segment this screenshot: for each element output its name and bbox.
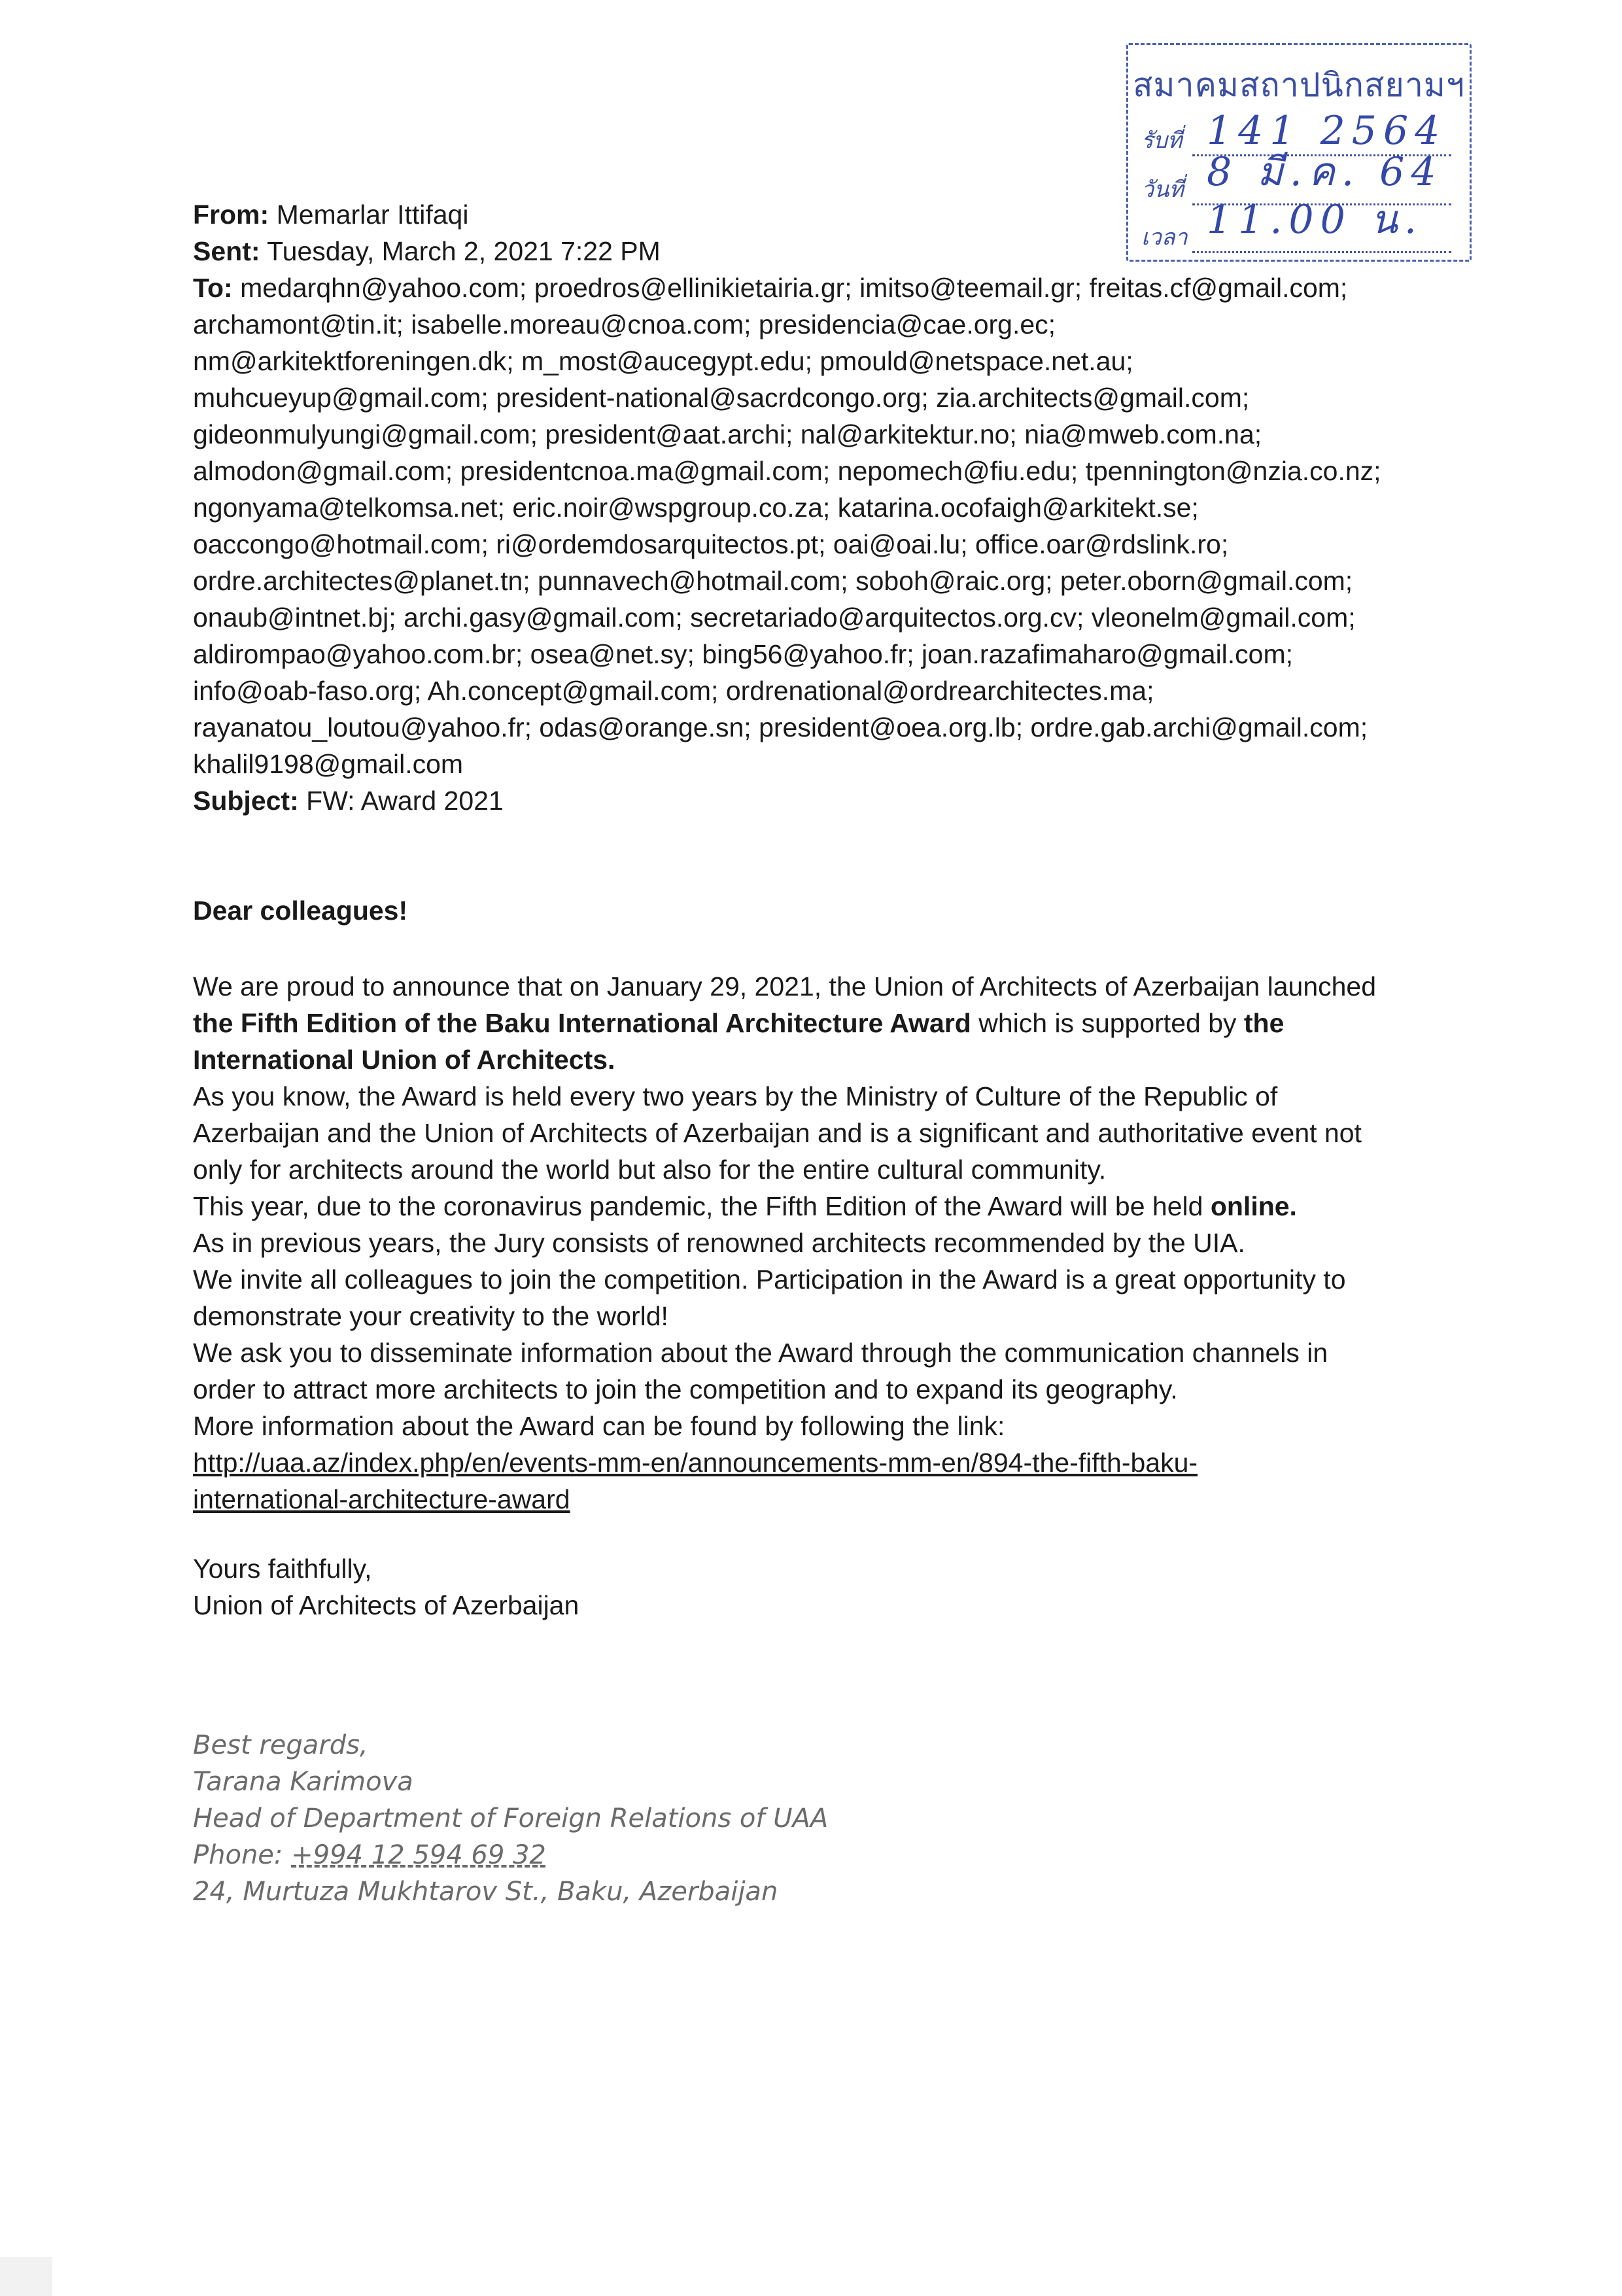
greeting-text: Dear colleagues!	[193, 896, 408, 926]
signature-line: Best regards,	[193, 1730, 368, 1760]
award-title: the Fifth Edition of the Baku International Architecture Award	[193, 1008, 971, 1038]
body-line: More information about the Award can be found by following the link:	[193, 1411, 1005, 1441]
from-label: From:	[193, 200, 269, 230]
signature-phone-line	[193, 1837, 828, 1873]
body-line: We invite all colleagues to join the competition. Participation in the Award is a great opportunity to	[193, 1264, 1346, 1295]
to-recipients-line: oaccongo@hotmail.com; ri@ordemdosarquitectos.pt; oai@oai.lu; office.oar@rdslink.ro;	[193, 529, 1229, 559]
stamp-title: สมาคมสถาปนิกสยามฯ	[1133, 66, 1465, 104]
body-line	[193, 1188, 1436, 1225]
body-line: Azerbaijan and the Union of Architects of Azerbaijan and is a significant and authoritative event not	[193, 1118, 1362, 1148]
subject-line	[193, 782, 1436, 819]
closing	[193, 1550, 1436, 1624]
subject-value: FW: Award 2021	[306, 786, 504, 816]
to-recipients-line: gideonmulyungi@gmail.com; president@aat.archi; nal@arkitektur.no; nia@mweb.com.na;	[193, 419, 1262, 449]
to-recipients-line: aldirompao@yahoo.com.br; osea@net.sy; bing56@yahoo.fr; joan.razafimaharo@gmail.com;	[193, 639, 1294, 669]
to-label: To:	[193, 273, 233, 303]
body-line: We are proud to announce that on January 29, 2021, the Union of Architects of Azerbaijan launched	[193, 971, 1377, 1001]
stamp-date-label: วันที่	[1141, 177, 1184, 203]
body-line: As you know, the Award is held every two years by the Ministry of Culture of the Republic of	[193, 1081, 1278, 1111]
sent-line	[193, 233, 1436, 270]
closing-line: Union of Architects of Azerbaijan	[193, 1590, 579, 1620]
stamp-time-label: เวลา	[1141, 224, 1188, 251]
award-link[interactable]: http://uaa.az/index.php/en/events-mm-en/announcements-mm-en/894-the-fifth-baku-	[193, 1448, 1198, 1478]
to-recipients-line: medarqhn@yahoo.com; proedros@ellinikietairia.gr; imitso@teemail.gr; freitas.cf@gmail.com;	[240, 273, 1348, 303]
to-recipients-line: rayanatou_loutou@yahoo.fr; odas@orange.sn; president@oea.org.lb; ordre.gab.archi@gmail.com;	[193, 712, 1368, 742]
stamp-time-value: 11.00 น.	[1207, 197, 1423, 243]
sent-value: Tuesday, March 2, 2021 7:22 PM	[267, 236, 661, 266]
body-line: As in previous years, the Jury consists of renowned architects recommended by the UIA.	[193, 1228, 1245, 1258]
scan-edge-mark	[0, 2257, 52, 2296]
body-text-bold: online.	[1210, 1191, 1297, 1221]
to-recipients-line: info@oab-faso.org; Ah.concept@gmail.com; ordrenational@ordrearchitectes.ma;	[193, 676, 1154, 706]
subject-label: Subject:	[193, 786, 299, 816]
award-link[interactable]: international-architecture-award	[193, 1484, 570, 1514]
to-recipients-line: onaub@intnet.bj; archi.gasy@gmail.com; secretariado@arquitectos.org.cv; vleonelm@gmail.com;	[193, 602, 1356, 633]
signature-block	[193, 1727, 828, 1910]
body-line: order to attract more architects to join the competition and to expand its geography.	[193, 1374, 1178, 1404]
to-recipients-line: ordre.architectes@planet.tn; punnavech@hotmail.com; soboh@raic.org; peter.oborn@gmail.com;	[193, 566, 1353, 596]
greeting	[193, 892, 1436, 929]
body-line: International Union of Architects.	[193, 1045, 615, 1075]
body-line: We ask you to disseminate information about the Award through the communication channels in	[193, 1338, 1328, 1368]
to-recipients-line: ngonyama@telkomsa.net; eric.noir@wspgroup.co.za; katarina.ocofaigh@arkitekt.se;	[193, 493, 1199, 523]
to-recipients-line: muhcueyup@gmail.com; president-national@sacrdcongo.org; zia.architects@gmail.com;	[193, 383, 1250, 413]
award-link-line[interactable]	[193, 1481, 1436, 1518]
stamp-receipt-label: รับที่	[1141, 128, 1182, 154]
to-recipients-line: archamont@tin.it; isabelle.moreau@cnoa.com; presidencia@cae.org.ec;	[193, 309, 1056, 339]
body-text: which is supported by	[971, 1008, 1244, 1038]
signature-name: Tarana Karimova	[193, 1767, 413, 1797]
body-line: demonstrate your creativity to the world!	[193, 1301, 668, 1331]
award-link-line[interactable]	[193, 1444, 1436, 1481]
to-recipients-line: nm@arkitektforeningen.dk; m_most@aucegypt.edu; pmould@netspace.net.au;	[193, 346, 1133, 376]
sent-label: Sent:	[193, 236, 260, 266]
stamp-date-value: 8 มี.ค. 64	[1207, 149, 1443, 195]
closing-line: Yours faithfully,	[193, 1554, 372, 1584]
body-text-bold: the	[1243, 1008, 1285, 1038]
signature-title: Head of Department of Foreign Relations of UAA	[193, 1803, 829, 1834]
to-line	[193, 270, 1436, 306]
to-recipients-line: khalil9198@gmail.com	[193, 749, 464, 779]
phone-number[interactable]: +994 12 594 69 32	[291, 1840, 546, 1870]
from-value: Memarlar Ittifaqi	[276, 200, 469, 230]
body-line	[193, 1005, 1436, 1041]
from-line	[193, 196, 1436, 233]
body-text: This year, due to the coronavirus pandemic, the Fifth Edition of the Award will be held	[193, 1191, 1211, 1221]
email-header	[193, 196, 1436, 819]
stamp-receipt-value: 141 2564	[1207, 108, 1447, 154]
letter-body	[193, 968, 1436, 1518]
phone-label: Phone:	[193, 1840, 292, 1870]
body-line: only for architects around the world but also for the entire cultural community.	[193, 1155, 1107, 1185]
to-recipients-line: almodon@gmail.com; presidentcnoa.ma@gmail.com; nepomech@fiu.edu; tpennington@nzia.co.nz;	[193, 456, 1381, 486]
signature-address: 24, Murtuza Mukhtarov St., Baku, Azerbaijan	[193, 1877, 778, 1907]
